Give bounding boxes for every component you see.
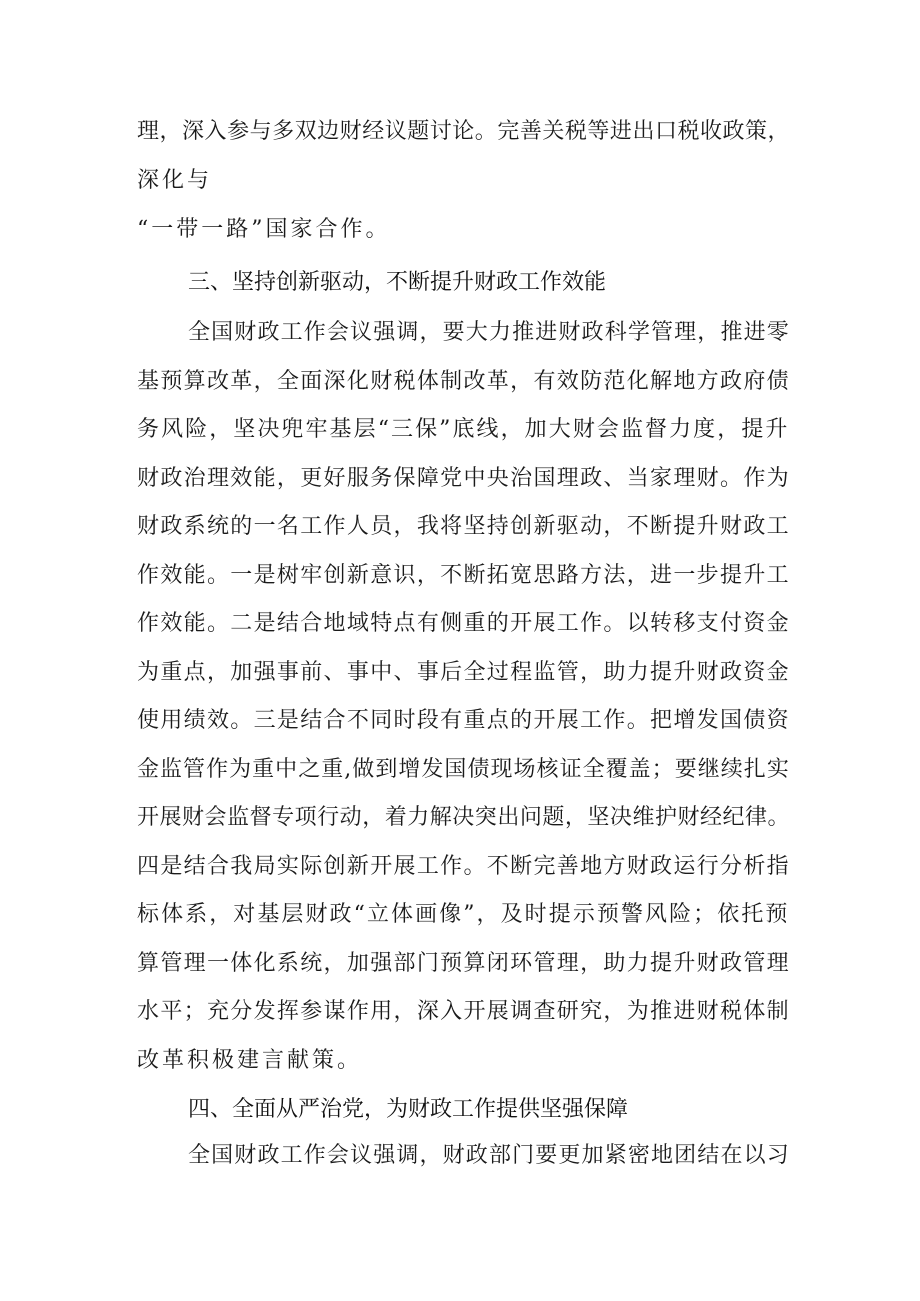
paragraph-line: 作效能。二是结合地域特点有侧重的开展工作。以转移支付资金 (137, 611, 790, 636)
paragraph-line: 改革积极建言献策。 (137, 1048, 363, 1073)
paragraph-line: 为重点，加强事前、事中、事后全过程监管，助力提升财政资金 (137, 660, 790, 685)
paragraph-line: 四是结合我局实际创新开展工作。不断完善地方财政运行分析指 (137, 854, 790, 879)
paragraph-line: 务风险，坚决兜牢基层“三保”底线，加大财会监督力度，提升 (137, 417, 790, 442)
paragraph-line: 开展财会监督专项行动，着力解决突出问题，坚决维护财经纪律。 (137, 805, 791, 830)
paragraph-line: 水平；充分发挥参谋作用，深入开展调查研究，为推进财税体制 (137, 999, 790, 1024)
section-heading-3: 三、坚持创新驱动，不断提升财政工作效能 (188, 270, 607, 295)
paragraph-line: 算管理一体化系统，加强部门预算闭环管理，助力提升财政管理 (137, 951, 790, 976)
paragraph-line: 全国财政工作会议强调，要大力推进财政科学管理，推进零 (188, 320, 790, 345)
paragraph-line: 深化与 (137, 168, 213, 193)
paragraph-line: 标体系，对基层财政“立体画像”，及时提示预警风险；依托预 (137, 902, 790, 927)
section-heading-4: 四、全面从严治党，为财政工作提供坚强保障 (188, 1097, 629, 1122)
paragraph-line: 理，深入参与多双边财经议题讨论。完善关税等进出口税收政策， (137, 119, 791, 144)
paragraph-line: 金监管作为重中之重,做到增发国债现场核证全覆盖；要继续扎实 (137, 757, 790, 782)
paragraph-line: 财政系统的一名工作人员，我将坚持创新驱动，不断提升财政工 (137, 514, 790, 539)
paragraph-line: “一带一路”国家合作。 (137, 217, 391, 242)
paragraph-line: 基预算改革，全面深化财税体制改革，有效防范化解地方政府债 (137, 369, 790, 394)
paragraph-line: 全国财政工作会议强调，财政部门要更加紧密地团结在以习 (188, 1143, 790, 1168)
paragraph-line: 作效能。一是树牢创新意识，不断拓宽思路方法，进一步提升工 (137, 563, 790, 588)
paragraph-line: 财政治理效能，更好服务保障党中央治国理政、当家理财。作为 (137, 466, 790, 491)
paragraph-line: 使用绩效。三是结合不同时段有重点的开展工作。把增发国债资 (137, 708, 790, 733)
